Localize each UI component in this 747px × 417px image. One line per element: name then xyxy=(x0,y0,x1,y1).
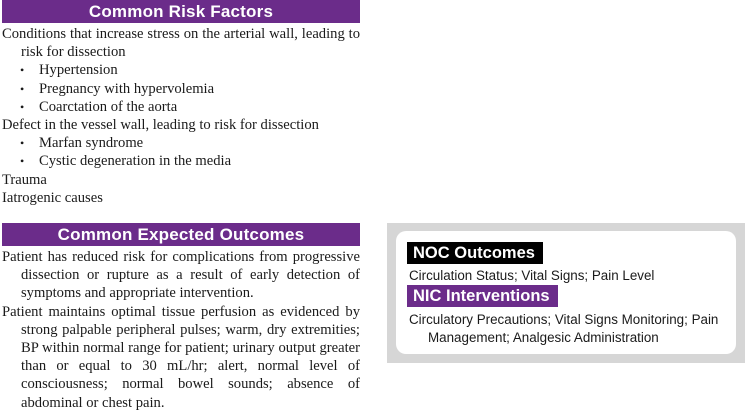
nic-interventions-text: Circulatory Precautions; Vital Signs Monitoring; Pain Management; Analgesic Administration xyxy=(409,312,719,345)
expected-outcomes-header: Common Expected Outcomes xyxy=(2,223,360,246)
bullet-label: Coarctation of the aorta xyxy=(39,98,178,115)
noc-outcomes-header: NOC Outcomes xyxy=(407,242,543,264)
risk-factor-item: Iatrogenic causes xyxy=(2,189,103,206)
noc-nic-card xyxy=(396,231,736,354)
bullet-label: Hypertension xyxy=(39,62,118,79)
noc-nic-panel xyxy=(387,223,745,363)
bullet-item xyxy=(2,152,360,170)
bullet-icon: • xyxy=(20,99,25,114)
risk-factor-bullets xyxy=(2,134,360,170)
bullet-label: Cystic degeneration in the media xyxy=(39,153,232,170)
bullet-icon: • xyxy=(20,81,25,96)
bullet-label: Pregnancy with hypervolemia xyxy=(39,80,215,97)
bullet-item xyxy=(2,98,360,116)
bullet-label: Marfan syndrome xyxy=(39,135,144,152)
risk-factor-item: Conditions that increase stress on the arterial wall, leading to risk for dissection xyxy=(2,26,360,61)
risk-factors-header: Common Risk Factors xyxy=(2,0,360,23)
noc-outcomes-text: Circulation Status; Vital Signs; Pain Level xyxy=(409,268,655,283)
bullet-item xyxy=(2,134,360,152)
bullet-icon: • xyxy=(20,136,25,151)
expected-outcomes-list xyxy=(2,248,360,412)
bullet-icon: • xyxy=(20,154,25,169)
risk-factor-item: Trauma xyxy=(2,171,47,188)
bullet-item xyxy=(2,61,360,79)
outcome-item: Patient has reduced risk for complications from progressive dissection or rupture as a result of early detection of symptoms and appropriate intervention. xyxy=(2,249,360,302)
bullet-item xyxy=(2,80,360,98)
risk-factor-bullets xyxy=(2,61,360,116)
risk-factors-list xyxy=(2,25,360,207)
nic-interventions-header: NIC Interventions xyxy=(407,285,558,307)
risk-factor-item: Defect in the vessel wall, leading to risk for dissection xyxy=(2,117,319,134)
outcome-item: Patient maintains optimal tissue perfusion as evidenced by strong palpable peripheral pulses; warm, dry extremities; BP within normal range for patient; urinary output greater than or equal to 30 mL/hr; alert, normal level of consciousness; normal bowel sounds; absence of abdominal or chest pain. xyxy=(2,303,360,411)
bullet-icon: • xyxy=(20,63,25,78)
